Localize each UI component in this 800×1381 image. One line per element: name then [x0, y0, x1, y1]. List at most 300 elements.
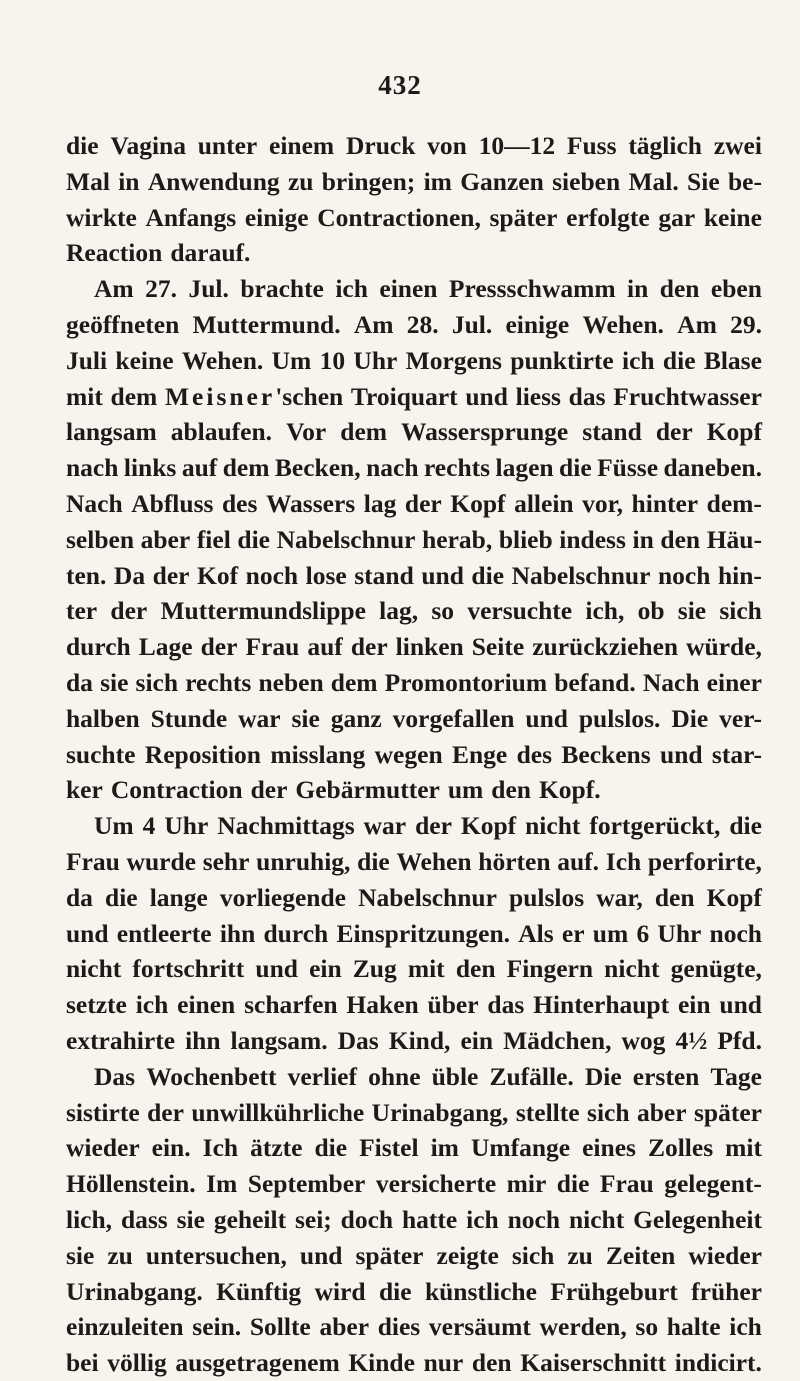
word: die: [471, 560, 505, 590]
word: Urinabgang,: [371, 1097, 509, 1127]
word: Das: [94, 1061, 136, 1091]
word: rechts: [185, 667, 252, 697]
word: misslang: [270, 739, 366, 769]
word: später: [693, 1097, 762, 1127]
word: Haken: [346, 990, 419, 1020]
text-line: [66, 271, 762, 307]
word: wieder: [66, 1133, 140, 1163]
word: des: [221, 488, 258, 518]
word: Nabelschnur: [511, 560, 651, 590]
word: ker: [66, 775, 103, 805]
word: ich: [466, 1204, 499, 1234]
word: einzuleiten: [66, 1312, 184, 1342]
word: der: [110, 596, 148, 626]
word: be-: [727, 166, 762, 196]
word: neben: [258, 667, 324, 697]
word: von: [427, 131, 467, 160]
word: Frau: [245, 632, 300, 662]
word: sehr: [202, 846, 250, 876]
word: völlig: [107, 1348, 167, 1378]
word: Höllenstein.: [66, 1169, 196, 1199]
word: so: [635, 1312, 659, 1342]
word: Druck: [345, 131, 416, 160]
word: einer: [706, 667, 762, 697]
word: geheilt: [213, 1204, 287, 1234]
text-line: [66, 235, 762, 271]
word: Becken,: [274, 453, 361, 483]
word: Kinde: [348, 1348, 415, 1378]
word: Pressschwamm: [448, 274, 616, 304]
word: eines: [582, 1133, 636, 1163]
word: die: [662, 345, 696, 375]
word: 27.: [145, 274, 177, 304]
word: und: [421, 560, 464, 590]
word: geöffneten: [66, 309, 180, 339]
word: Ganzen: [460, 166, 544, 196]
text-line: [66, 522, 762, 558]
word: dies: [377, 1312, 421, 1342]
word: 10: [319, 345, 346, 375]
word: später: [355, 1240, 424, 1270]
word: bringen;: [321, 166, 416, 196]
word: dem: [330, 667, 378, 697]
word: Da: [113, 560, 146, 590]
word: suchte: [66, 739, 136, 769]
word: Umfange: [470, 1133, 571, 1163]
word: extrahirte: [66, 1025, 176, 1055]
word: noch: [709, 918, 762, 948]
word: eben: [710, 274, 762, 304]
word: Kopf: [706, 882, 762, 912]
word: Wehen.: [582, 309, 664, 339]
word: ihn: [185, 1025, 221, 1055]
word: werden,: [539, 1312, 627, 1342]
word: die: [66, 131, 99, 160]
text-line: [66, 629, 762, 665]
word: durch: [263, 918, 329, 948]
text-line: [66, 1166, 762, 1202]
word: Fruchtwasser: [613, 381, 762, 411]
word: Zufälle.: [489, 1061, 574, 1091]
word: sieben: [552, 166, 621, 196]
word: untersuchen,: [145, 1240, 287, 1270]
word: dass: [120, 1204, 168, 1234]
text-line: [66, 737, 762, 773]
word: Frau: [599, 1169, 654, 1199]
word: Mädchen,: [503, 1025, 612, 1055]
word: in: [627, 274, 649, 304]
text-line: [66, 1274, 762, 1310]
word: Nabelschnur: [358, 882, 497, 912]
word: vorliegende: [219, 882, 346, 912]
text-line: [66, 1095, 762, 1131]
word: ich: [135, 990, 169, 1020]
word: nach: [366, 453, 419, 483]
word: Kopf: [706, 417, 762, 447]
word: wieder: [688, 1240, 762, 1270]
word: sich: [719, 596, 762, 626]
word: Uhr: [164, 811, 209, 841]
word: lagen: [495, 453, 554, 483]
word: das: [487, 990, 525, 1020]
word: ein: [309, 954, 342, 984]
word: selben: [66, 524, 135, 554]
word: stand: [582, 417, 642, 447]
word: dem: [110, 381, 158, 411]
word: Anfangs: [145, 202, 237, 232]
word: unwillkührliche: [191, 1097, 365, 1127]
word: 6: [636, 918, 650, 948]
word: der: [655, 417, 693, 447]
word: Wassersprunge: [401, 417, 569, 447]
text-line: [66, 808, 762, 844]
word: sie: [66, 1240, 95, 1270]
text-line: [66, 1309, 762, 1345]
word: auf: [307, 632, 343, 662]
text-line: [66, 1059, 762, 1095]
word: Füsse: [597, 453, 659, 483]
word: lich,: [66, 1204, 113, 1234]
word: die: [105, 882, 138, 912]
word: würde,: [686, 632, 762, 662]
word: in: [632, 524, 654, 554]
word: halben: [66, 703, 140, 733]
word: nur: [423, 1348, 464, 1378]
word: Ich: [202, 1133, 239, 1163]
word: Muttermund.: [192, 309, 341, 339]
word: einen: [379, 274, 438, 304]
word: die: [357, 846, 390, 876]
word: ablaufen.: [170, 417, 273, 447]
word: sie: [100, 667, 129, 697]
word: rechts: [423, 453, 491, 483]
word: doch: [340, 1204, 394, 1234]
word: Stunde: [150, 703, 228, 733]
word: um: [592, 918, 629, 948]
word: versuchte: [467, 596, 573, 626]
word: hatte: [402, 1204, 458, 1234]
word: aber: [319, 1312, 370, 1342]
word: langsam: [66, 417, 157, 447]
word: sie: [176, 1204, 205, 1234]
word: der: [415, 811, 452, 841]
word: zwei: [713, 131, 762, 160]
word: versicherte: [375, 1169, 497, 1199]
word: stand: [354, 560, 414, 590]
word: indicirt.: [674, 1348, 762, 1378]
word: der: [152, 560, 190, 590]
word: Lage: [138, 632, 193, 662]
word: die: [729, 811, 762, 841]
word: Zolles: [647, 1133, 714, 1163]
word: 10—12: [478, 131, 556, 160]
text-line: [66, 844, 762, 880]
word: war: [363, 811, 407, 841]
word: stellte: [515, 1097, 580, 1127]
word: war,: [596, 882, 643, 912]
word: sei;: [294, 1204, 332, 1234]
word: 28.: [406, 309, 439, 339]
word: perforirte,: [647, 846, 762, 876]
word: befand.: [554, 667, 636, 697]
word: Sollte: [249, 1312, 311, 1342]
text-line: [66, 701, 762, 737]
word: Um: [94, 811, 134, 841]
word: lag,: [379, 596, 419, 626]
word: allein: [514, 488, 574, 518]
word: Uhr: [353, 345, 398, 375]
word: einen: [177, 990, 236, 1020]
word: so: [431, 596, 455, 626]
word: fortschritt: [132, 954, 245, 984]
word: war: [238, 703, 281, 733]
word: und: [66, 918, 109, 948]
word: Vagina: [110, 131, 186, 160]
word: Fuss: [566, 131, 617, 160]
page-number: 432: [378, 70, 422, 100]
word: Zug: [352, 954, 397, 984]
word: den: [455, 954, 496, 984]
word: nicht: [525, 811, 581, 841]
body-text: [66, 128, 762, 1381]
text-line: [66, 1202, 762, 1238]
word: zurückziehen: [532, 632, 679, 662]
word: der: [147, 1097, 184, 1127]
word: Jul.: [451, 309, 493, 339]
word: des: [516, 739, 553, 769]
word: Künftig: [216, 1276, 302, 1306]
word: darauf.: [170, 238, 251, 268]
word: Promontorium: [384, 667, 548, 697]
word: mit: [407, 954, 445, 984]
word: Kopf.: [538, 775, 601, 805]
word: blieb: [498, 524, 553, 554]
word: Tage: [710, 1061, 762, 1091]
word: Reposition: [144, 739, 261, 769]
word: Gelegenheit: [633, 1204, 762, 1234]
word: Kof: [197, 560, 239, 590]
word: Kind,: [388, 1025, 451, 1055]
word: Uhr: [657, 918, 702, 948]
word: wurde: [126, 846, 196, 876]
word: sistirte: [66, 1097, 140, 1127]
word: üble: [431, 1061, 479, 1091]
word: und: [719, 990, 762, 1020]
word: Meisner'schen: [164, 381, 344, 411]
text-line: [66, 916, 762, 952]
word: Sie: [687, 166, 720, 196]
word: 4: [142, 811, 156, 841]
word: der: [250, 775, 288, 805]
word: ver-: [719, 703, 762, 733]
word: ich: [622, 345, 655, 375]
word: in: [118, 166, 140, 196]
word: sich: [135, 667, 179, 697]
word: herab,: [422, 524, 493, 554]
word: zu: [567, 1240, 593, 1270]
word: pulslos: [509, 882, 585, 912]
word: lag: [363, 488, 397, 518]
word: Seite: [471, 632, 525, 662]
word: gelegent-: [664, 1169, 762, 1199]
word: noch: [507, 1204, 561, 1234]
text-line: [66, 200, 762, 236]
word: 4½: [675, 1025, 708, 1055]
word: ihn: [219, 918, 256, 948]
word: Wassers: [265, 488, 356, 518]
word: den: [660, 524, 701, 554]
text-line: [66, 593, 762, 629]
word: Fistel: [359, 1133, 419, 1163]
text-line: [66, 665, 762, 701]
word: der: [350, 632, 388, 662]
word: Die: [584, 1061, 622, 1091]
word: ich: [335, 274, 368, 304]
word: später: [489, 202, 558, 232]
word: star-: [711, 739, 762, 769]
text-line: [66, 1238, 762, 1274]
word: scharfen: [244, 990, 338, 1020]
word: Das: [337, 1025, 379, 1055]
word: dem-: [706, 488, 762, 518]
word: ob: [637, 596, 665, 626]
word: versäumt: [428, 1312, 531, 1342]
word: der: [404, 488, 442, 518]
word: Am: [353, 309, 394, 339]
word: lange: [149, 882, 208, 912]
word: noch: [657, 560, 711, 590]
word: die: [556, 1169, 590, 1199]
word: auf.: [557, 846, 600, 876]
word: das: [568, 381, 606, 411]
word: Hinterhaupt: [533, 990, 670, 1020]
word: ich: [729, 1312, 762, 1342]
word: noch: [245, 560, 299, 590]
text-line: [66, 486, 762, 522]
word: dem: [340, 417, 388, 447]
word: Vor: [286, 417, 327, 447]
word: Zeiten: [605, 1240, 676, 1270]
word: mit: [725, 1133, 762, 1163]
word: aber: [140, 524, 191, 554]
word: Um: [271, 345, 312, 375]
word: Reaction: [66, 238, 163, 268]
word: fortgerückt,: [589, 811, 721, 841]
word: vor,: [582, 488, 623, 518]
word: im: [423, 166, 452, 196]
word: ein: [460, 1025, 494, 1055]
word: Mal: [66, 166, 110, 196]
word: September: [247, 1169, 366, 1199]
text-line: [66, 164, 762, 200]
word: Gebärmutter: [295, 775, 440, 805]
word: Frau: [66, 846, 120, 876]
text-line: [66, 558, 762, 594]
text-line: [66, 343, 762, 379]
word: keine: [115, 345, 174, 375]
word: über: [427, 990, 479, 1020]
text-line: [66, 128, 762, 164]
word: setzte: [66, 990, 127, 1020]
word: er: [561, 918, 585, 948]
word: Einspritzungen.: [336, 918, 511, 948]
word: den: [491, 775, 531, 805]
word: da: [66, 667, 93, 697]
word: Jul.: [188, 274, 229, 304]
word: vorgefallen: [392, 703, 515, 733]
text-line: [66, 1345, 762, 1381]
word: Troiquart: [350, 381, 458, 411]
word: ganz: [330, 703, 382, 733]
word: zu: [287, 166, 314, 196]
word: pulslos.: [578, 703, 661, 733]
word: hin-: [717, 560, 762, 590]
word: erfolgte: [566, 202, 650, 232]
word: den: [659, 274, 700, 304]
word: Juli: [66, 345, 108, 375]
text-line: [66, 880, 762, 916]
text-line: [66, 1130, 762, 1166]
word: einem: [269, 131, 335, 160]
word: entleerte: [116, 918, 212, 948]
word: Frühgeburt: [550, 1276, 678, 1306]
word: und: [465, 381, 508, 411]
word: unter: [197, 131, 258, 160]
word: daneben.: [663, 453, 762, 483]
word: Anwendung: [147, 166, 280, 196]
word: da: [66, 882, 93, 912]
word: Fingern: [506, 954, 594, 984]
word: den: [654, 882, 695, 912]
word: dem: [222, 453, 270, 483]
word: die: [314, 1133, 348, 1163]
word: Pfd.: [717, 1025, 762, 1055]
word: Contraction: [110, 775, 243, 805]
word: langsam.: [230, 1025, 328, 1055]
text-line: [66, 379, 762, 415]
word: wog: [621, 1025, 666, 1055]
word: unruhig,: [256, 846, 351, 876]
word: 29.: [730, 309, 762, 339]
word: punktirte: [510, 345, 614, 375]
word: einige: [244, 202, 309, 232]
word: ter: [66, 596, 98, 626]
word: ich,: [585, 596, 625, 626]
word: nicht: [568, 1204, 625, 1234]
word: ein: [677, 990, 711, 1020]
word: Ich: [605, 846, 642, 876]
word: Wochenbett: [146, 1061, 277, 1091]
word: mit: [66, 381, 103, 411]
word: Urinabgang.: [66, 1276, 203, 1306]
word: Nach: [642, 667, 700, 697]
word: und: [660, 739, 703, 769]
word: wirkte: [66, 202, 137, 232]
text-line: [66, 1023, 762, 1059]
word: im: [430, 1133, 459, 1163]
word: brachte: [240, 274, 324, 304]
word: halte: [666, 1312, 721, 1342]
word: ten.: [66, 560, 107, 590]
text-line: [66, 987, 762, 1023]
word: ohne: [368, 1061, 421, 1091]
word: sich: [587, 1097, 630, 1127]
word: durch: [66, 632, 131, 662]
word: hörten: [478, 846, 551, 876]
word: wird: [314, 1276, 366, 1306]
word: liess: [515, 381, 561, 411]
word: früher: [691, 1276, 762, 1306]
